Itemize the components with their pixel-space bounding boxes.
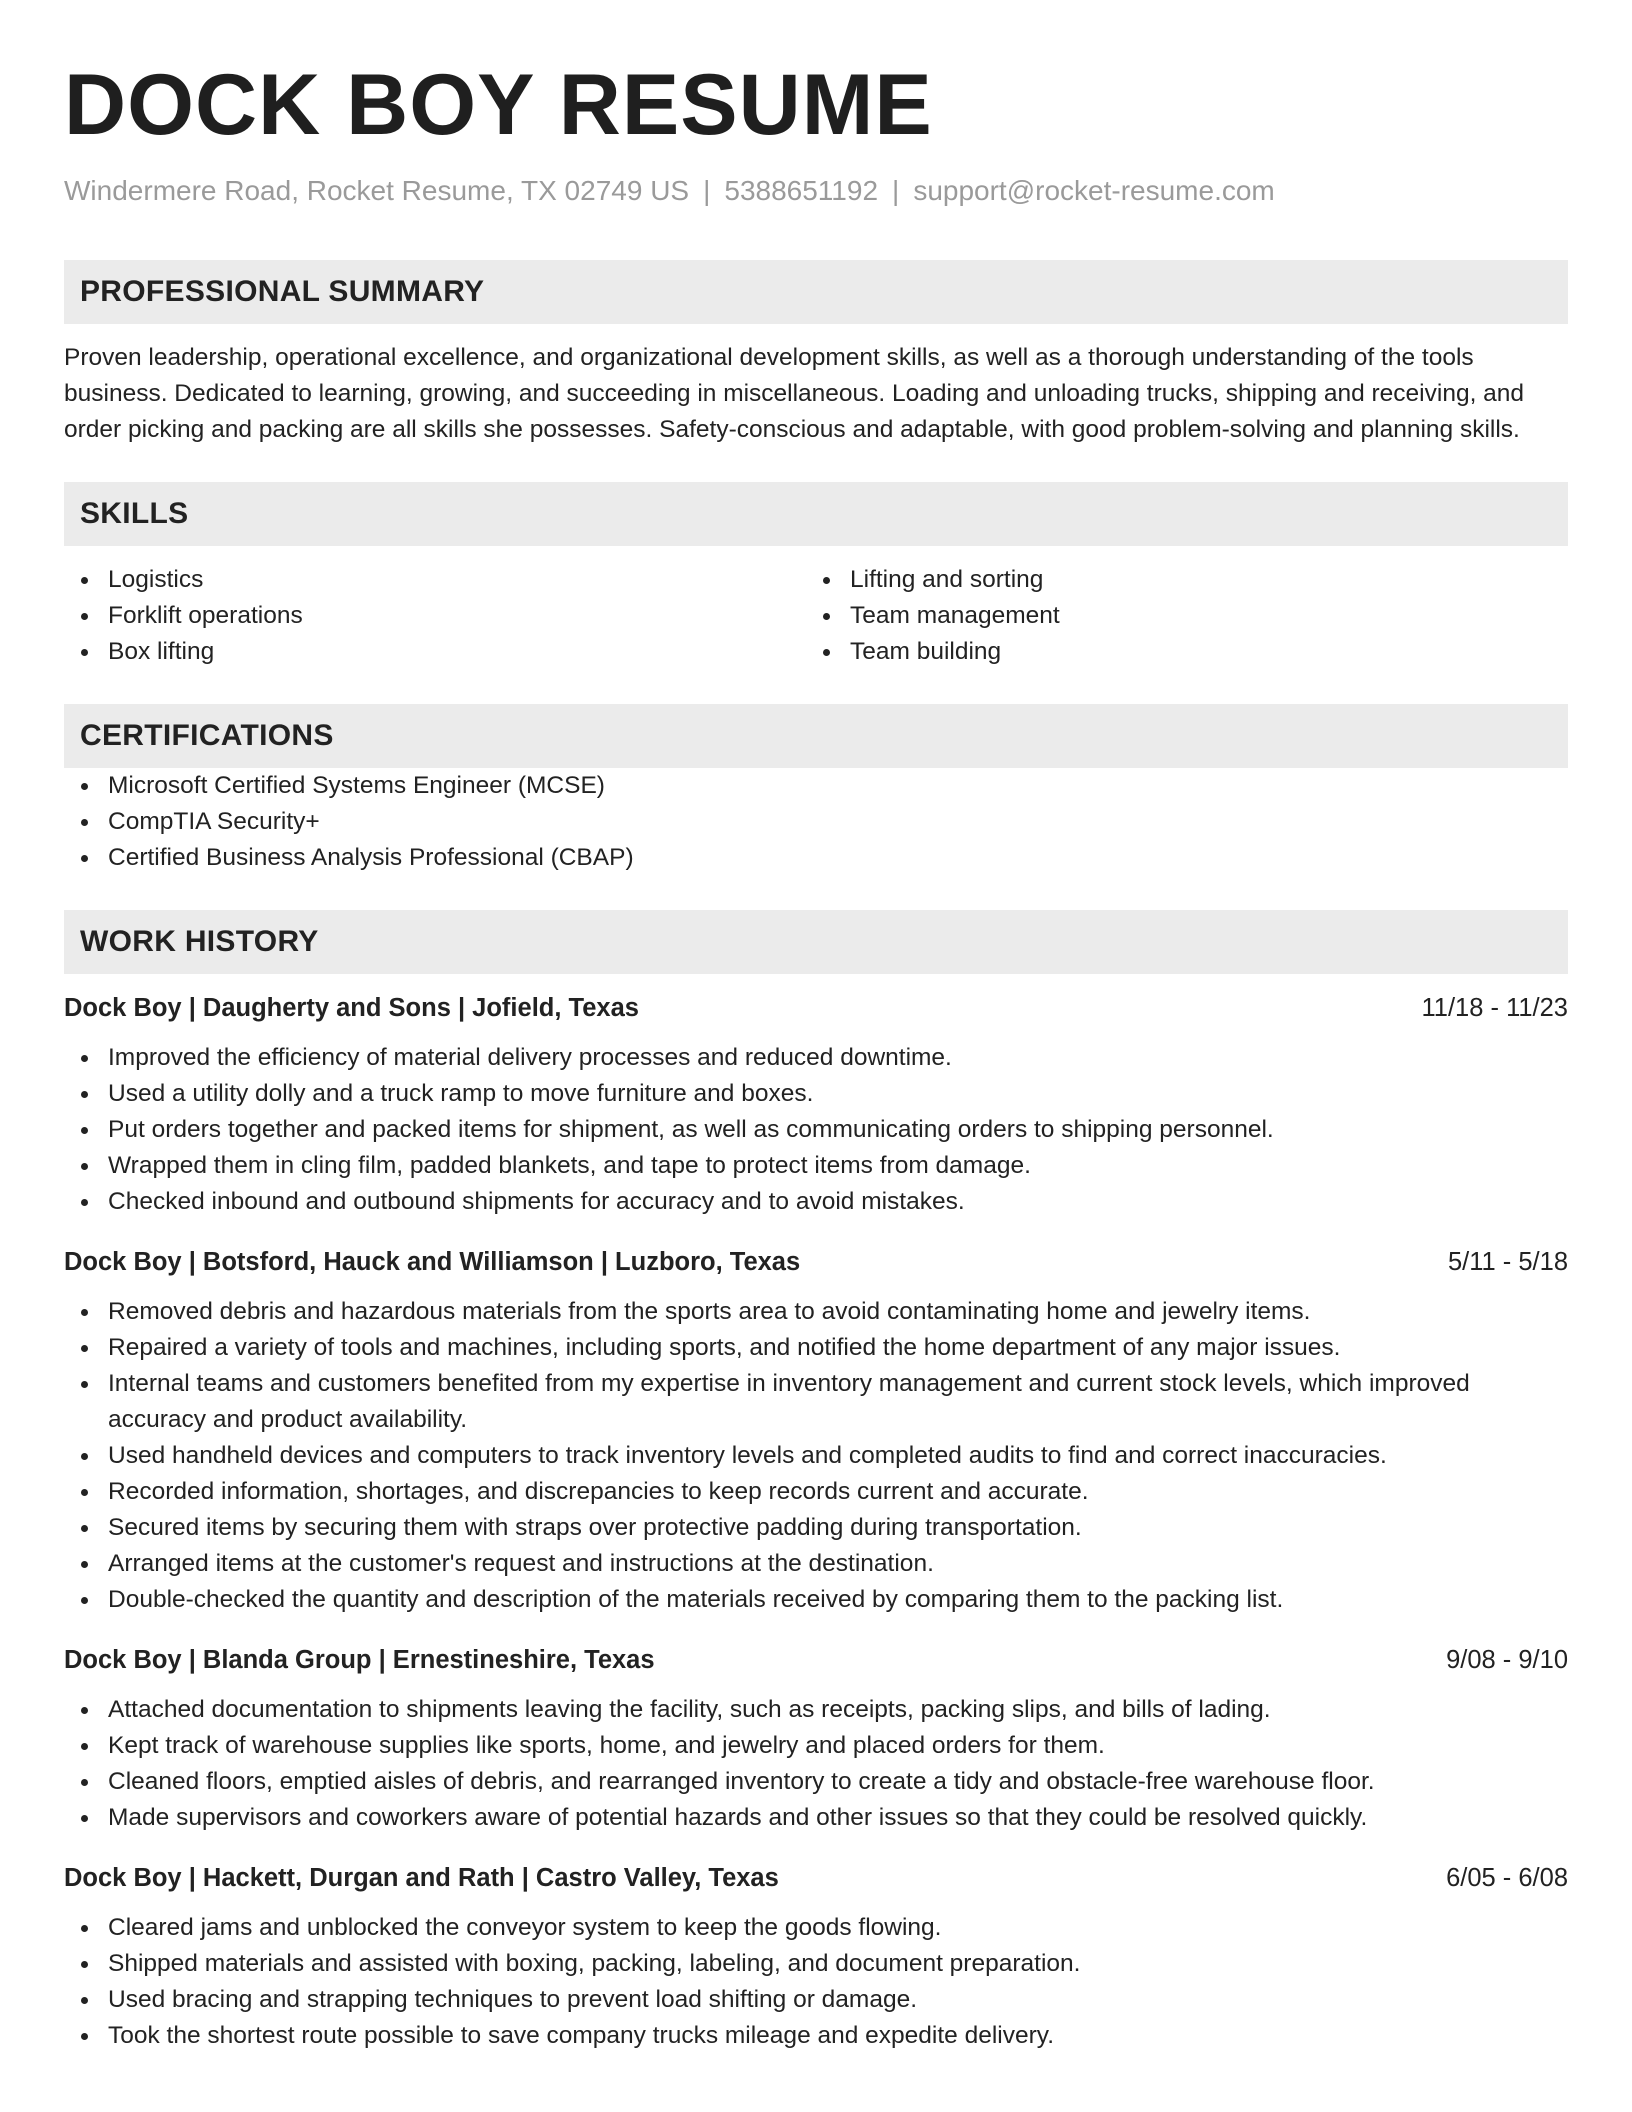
job-title: Dock Boy | Daugherty and Sons | Jofield, Texas	[64, 993, 639, 1022]
skill-item: Team building	[806, 634, 1548, 670]
job-header	[64, 1642, 1568, 1678]
resume-title: DOCK BOY RESUME	[64, 57, 933, 153]
job-bullets	[64, 1910, 1568, 2054]
section-heading-certifications: CERTIFICATIONS	[64, 704, 1568, 768]
job-dates: 11/18 - 11/23	[1421, 993, 1568, 1022]
job-bullet: Took the shortest route possible to save company trucks mileage and expedite delivery.	[64, 2018, 1568, 2054]
job-bullet: Put orders together and packed items for shipment, as well as communicating orders to shipping personnel.	[64, 1112, 1568, 1148]
skills-list-right	[806, 562, 1548, 670]
job-bullet: Recorded information, shortages, and discrepancies to keep records current and accurate.	[64, 1474, 1568, 1510]
contact-separator: |	[892, 175, 900, 206]
section-heading-skills: SKILLS	[64, 482, 1568, 546]
job-title: Dock Boy | Botsford, Hauck and Williamson | Luzboro, Texas	[64, 1247, 801, 1276]
job-bullet: Cleaned floors, emptied aisles of debris, and rearranged inventory to create a tidy and obstacle-free warehouse floor.	[64, 1764, 1568, 1800]
job-header	[64, 1860, 1568, 1896]
job-bullet: Wrapped them in cling film, padded blankets, and tape to protect items from damage.	[64, 1148, 1568, 1184]
job-dates: 6/05 - 6/08	[1446, 1863, 1568, 1892]
contact-separator: |	[703, 175, 711, 206]
job-entry	[64, 990, 1568, 1220]
skills-list-left	[64, 562, 806, 670]
section-heading-summary: PROFESSIONAL SUMMARY	[64, 260, 1568, 324]
job-title: Dock Boy | Hackett, Durgan and Rath | Castro Valley, Texas	[64, 1863, 779, 1892]
job-dates: 5/11 - 5/18	[1447, 1247, 1568, 1276]
job-bullet: Checked inbound and outbound shipments for accuracy and to avoid mistakes.	[64, 1184, 1568, 1220]
job-bullet: Removed debris and hazardous materials from the sports area to avoid contaminating home and jewelry items.	[64, 1294, 1568, 1330]
job-dates: 9/08 - 9/10	[1446, 1645, 1568, 1674]
job-bullet: Made supervisors and coworkers aware of potential hazards and other issues so that they could be resolved quickly.	[64, 1800, 1568, 1836]
job-header	[64, 990, 1568, 1026]
certification-item: CompTIA Security+	[64, 804, 1568, 840]
job-entry	[64, 1244, 1568, 1618]
certifications-list	[64, 768, 1568, 876]
job-bullet: Internal teams and customers benefited from my expertise in inventory management and current stock levels, which improved accuracy and product availability.	[64, 1366, 1568, 1438]
job-bullet: Repaired a variety of tools and machines, including sports, and notified the home department of any major issues.	[64, 1330, 1568, 1366]
contact-phone: 5388651192	[724, 175, 879, 206]
section-heading-work-history: WORK HISTORY	[64, 910, 1568, 974]
job-bullets	[64, 1692, 1568, 1836]
job-header	[64, 1244, 1568, 1280]
summary-text: Proven leadership, operational excellence, and organizational development skills, as well as a thorough understanding of the tools business. Dedicated to learning, growing, and succeeding in miscellaneous. Loading and unloading trucks, shipping and receiving, and order picking and packing are all skills she possesses. Safety-conscious and adaptable, with good problem-solving and planning skills.	[64, 343, 1525, 443]
job-bullet: Cleared jams and unblocked the conveyor system to keep the goods flowing.	[64, 1910, 1568, 1946]
job-bullet: Used handheld devices and computers to track inventory levels and completed audits to find and correct inaccuracies.	[64, 1438, 1568, 1474]
skill-item: Team management	[806, 598, 1548, 634]
job-bullet: Kept track of warehouse supplies like sports, home, and jewelry and placed orders for them.	[64, 1728, 1568, 1764]
job-bullet: Used a utility dolly and a truck ramp to move furniture and boxes.	[64, 1076, 1568, 1112]
job-title: Dock Boy | Blanda Group | Ernestineshire, Texas	[64, 1645, 655, 1674]
skills-grid	[64, 562, 1568, 670]
job-entry	[64, 1860, 1568, 2054]
contact-address: Windermere Road, Rocket Resume, TX 02749 US	[64, 175, 690, 206]
job-bullet: Improved the efficiency of material delivery processes and reduced downtime.	[64, 1040, 1568, 1076]
job-bullet: Secured items by securing them with straps over protective padding during transportation.	[64, 1510, 1568, 1546]
job-entry	[64, 1642, 1568, 1836]
contact-line	[64, 174, 1568, 208]
job-bullets	[64, 1294, 1568, 1618]
certification-item: Microsoft Certified Systems Engineer (MCSE)	[64, 768, 1568, 804]
certification-item: Certified Business Analysis Professional (CBAP)	[64, 840, 1568, 876]
job-bullet: Double-checked the quantity and description of the materials received by comparing them to the packing list.	[64, 1582, 1568, 1618]
skill-item: Forklift operations	[64, 598, 806, 634]
job-bullet: Shipped materials and assisted with boxing, packing, labeling, and document preparation.	[64, 1946, 1568, 1982]
job-bullet: Attached documentation to shipments leaving the facility, such as receipts, packing slips, and bills of lading.	[64, 1692, 1568, 1728]
skill-item: Box lifting	[64, 634, 806, 670]
job-bullets	[64, 1040, 1568, 1220]
skill-item: Lifting and sorting	[806, 562, 1548, 598]
skill-item: Logistics	[64, 562, 806, 598]
job-bullet: Arranged items at the customer's request and instructions at the destination.	[64, 1546, 1568, 1582]
contact-email: support@rocket-resume.com	[913, 175, 1275, 206]
job-bullet: Used bracing and strapping techniques to prevent load shifting or damage.	[64, 1982, 1568, 2018]
